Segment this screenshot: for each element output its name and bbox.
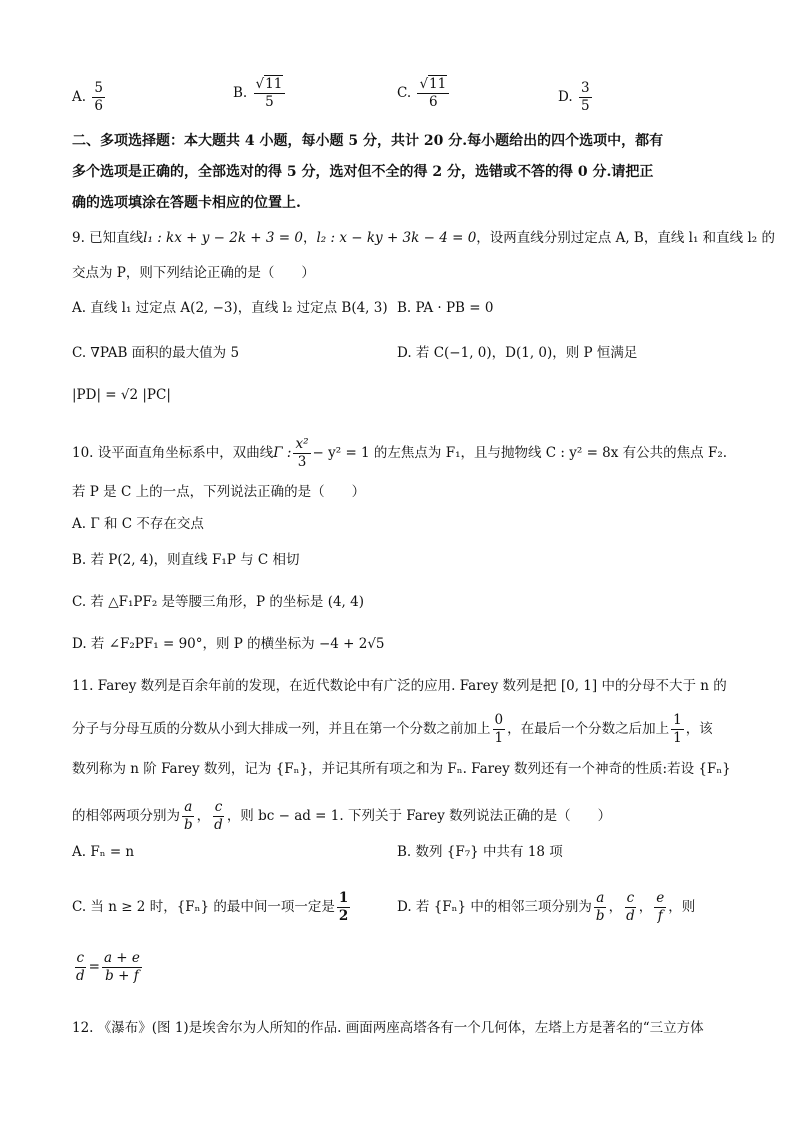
fraction: $\frac{5}{6}$ — [94, 80, 103, 114]
q12-stem-line1: 12. 《瀑布》(图 1)是埃舍尔为人所知的作品. 画面两座高塔各有一个几何体，左塔上方是著名的“三立方体 — [72, 1020, 704, 1036]
section2-line1: 二、多项选择题：本大题共 4 小题，每小题 5 分，共计 20 分.每小题给出的四个选项中，都有 — [72, 133, 664, 149]
q8-option-b: B. $\frac{√11}{5}$ — [233, 76, 287, 111]
q10-stem-line2: 若 P 是 C 上的一点，下列说法正确的是（ ） — [72, 484, 366, 500]
q8-option-a: A. $\frac{5}{6}$ — [72, 80, 103, 114]
q11-stem-line1: 11. Farey 数列是百余年前的发现，在近代数论中有广泛的应用. Farey 数列是把 [0, 1] 中的分母不大于 n 的 — [72, 678, 727, 694]
fraction: $\frac{3}{5}$ — [580, 80, 590, 114]
q9-option-d: D. 若 C(−1, 0)，D(1, 0)，则 P 恒满足 — [397, 345, 638, 361]
fraction: $\frac{√11}{6}$ — [417, 76, 449, 111]
fraction: $\frac{1}{2}$ — [338, 890, 349, 924]
q11-option-a: A. Fₙ = n — [72, 844, 135, 860]
fraction: $\frac{a}{b}$ — [595, 890, 605, 924]
fraction: $\frac{0}{1}$ — [494, 712, 504, 746]
q9-option-a: A. 直线 l₁ 过定点 A(2, −3)，直线 l₂ 过定点 B(4, 3) — [72, 300, 388, 316]
q11-stem-line3: 数列称为 n 阶 Farey 数列，记为 {Fₙ}，并记其所有项之和为 Fₙ. Farey 数列还有一个神奇的性质:若设 {Fₙ} — [72, 761, 731, 777]
fraction: $\frac{a}{b}$ — [184, 799, 193, 833]
q10-option-c: C. 若 △F₁PF₂ 是等腰三角形，P 的坐标是 (4, 4) — [72, 594, 364, 610]
fraction: $\frac{1}{1}$ — [673, 712, 682, 746]
q11-stem-line4: 的相邻两项分别为 $\frac{a}{b}$ ， $\frac{c}{d}$ ，则 bc − ad = 1. 下列关于 Farey 数列说法正确的是（ ） — [72, 799, 612, 833]
q11-option-d: D. 若 {Fₙ} 中的相邻三项分别为 $\frac{a}{b}$ ， $\frac{c}{d}$ ， $\frac{e}{f}$ ，则 — [397, 890, 696, 924]
q9-option-d-cont: |PD| = √2 |PC| — [72, 387, 171, 403]
q11-stem-line2: 分子与分母互质的分数从小到大排成一列，并且在第一个分数之前加上 $\frac{0}{1}$ ，在最后一个分数之后加上 $\frac{1}{1}$ ，该 — [72, 712, 713, 746]
q8-option-d: D. $\frac{3}{5}$ — [558, 80, 590, 114]
fraction: $\frac{e}{f}$ — [656, 890, 665, 924]
q10-option-d: D. 若 ∠F₂PF₁ = 90°，则 P 的横坐标为 −4 + 2√5 — [72, 636, 385, 652]
q10-option-a: A. Γ 和 C 不存在交点 — [72, 516, 204, 532]
q11-option-d-conclusion: $\frac{c}{d}$ = $\frac{a + e}{b + f}$ — [76, 950, 140, 984]
q8-option-c: C. $\frac{√11}{6}$ — [397, 76, 451, 111]
fraction: $\frac{a + e}{b + f}$ — [103, 950, 140, 984]
section2-line3: 确的选项填涂在答题卡相应的位置上. — [72, 195, 301, 211]
q9-option-c: C. ∇PAB 面积的最大值为 5 — [72, 345, 240, 361]
q10-stem-line1: 10. 设平面直角坐标系中，双曲线Γ : $\frac{\text{x²}}{3}$ − y² = 1 的左焦点为 F₁，且与抛物线 C : y² = 8x 有公共的焦点 F₂. — [72, 436, 728, 470]
section2-line2: 多个选项是正确的，全部选对的得 5 分，选对但不全的得 2 分，选错或不答的得 0 分.请把正 — [72, 164, 654, 180]
q10-option-b: B. 若 P(2, 4)，则直线 F₁P 与 C 相切 — [72, 552, 300, 568]
fraction: $\frac{√11}{5}$ — [254, 76, 286, 111]
fraction: $\frac{c}{d}$ — [626, 890, 635, 924]
q9-stem-line1: 9. 已知直线l₁ : kx + y − 2k + 3 = 0，l₂ : x − ky + 3k − 4 = 0，设两直线分别过定点 A, B，直线 l₁ 和直线 l₂ 的 — [72, 230, 775, 246]
q9-option-b: B. PA · PB = 0 — [397, 300, 494, 316]
q11-option-c: C. 当 n ≥ 2 时，{Fₙ} 的最中间一项一定是 $\frac{1}{2}$ — [72, 890, 349, 924]
fraction: $\frac{c}{d}$ — [76, 950, 85, 984]
q11-option-b: B. 数列 {F₇} 中共有 18 项 — [397, 844, 563, 860]
q9-stem-line2: 交点为 P，则下列结论正确的是（ ） — [72, 265, 315, 281]
fraction: $\frac{c}{d}$ — [214, 799, 223, 833]
fraction: $\frac{\text{x²}}{3}$ — [295, 436, 309, 470]
